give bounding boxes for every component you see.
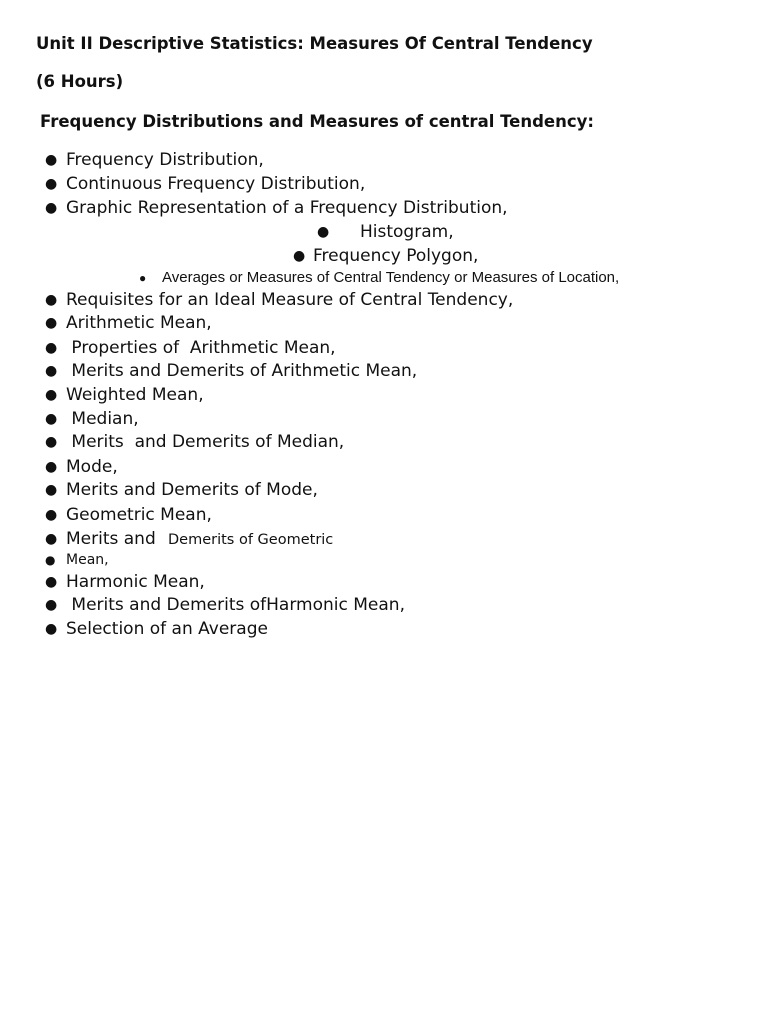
topic-label: Merits and Demerits ofHarmonic Mean, bbox=[66, 595, 405, 615]
bullet-icon: ● bbox=[45, 363, 58, 379]
bullet-icon: ● bbox=[45, 597, 58, 613]
bullet-icon: ● bbox=[139, 271, 147, 285]
topic-label: Graphic Representation of a Frequency Distribution, bbox=[66, 198, 508, 218]
topic-label: Selection of an Average bbox=[66, 619, 268, 639]
topic-label: Arithmetic Mean, bbox=[66, 313, 212, 333]
bullet-icon: ● bbox=[45, 292, 58, 308]
topic-label-continued: Demerits of Geometric bbox=[168, 532, 334, 548]
topic-label: Harmonic Mean, bbox=[66, 572, 205, 592]
topic-label: Merits and bbox=[66, 529, 162, 549]
bullet-icon: ● bbox=[293, 248, 306, 264]
topic-label: Frequency Distribution, bbox=[66, 150, 264, 170]
bullet-icon: ● bbox=[45, 553, 56, 567]
topic-label: Requisites for an Ideal Measure of Central Tendency, bbox=[66, 290, 514, 310]
bullet-icon: ● bbox=[45, 621, 58, 637]
bullet-icon: ● bbox=[45, 176, 58, 192]
topic-label: Mode, bbox=[66, 457, 118, 477]
topic-label: Weighted Mean, bbox=[66, 385, 204, 405]
topic-label: Median, bbox=[66, 409, 139, 429]
bullet-icon: ● bbox=[45, 507, 58, 523]
bullet-icon: ● bbox=[45, 411, 58, 427]
topic-label: Mean, bbox=[66, 552, 109, 568]
unit-title: Unit II Descriptive Statistics: Measures Of Central Tendency bbox=[36, 34, 593, 53]
bullet-icon: ● bbox=[45, 315, 58, 331]
bullet-icon: ● bbox=[45, 531, 58, 547]
bullet-icon: ● bbox=[45, 387, 58, 403]
topic-label: Averages or Measures of Central Tendency or Measures of Location, bbox=[162, 269, 620, 286]
topic-label: Continuous Frequency Distribution, bbox=[66, 174, 366, 194]
topic-label: Merits and Demerits of Arithmetic Mean, bbox=[66, 361, 418, 381]
bullet-icon: ● bbox=[45, 574, 58, 590]
topic-label: Merits and Demerits of Median, bbox=[66, 432, 345, 452]
topic-label: Properties of Arithmetic Mean, bbox=[66, 338, 336, 358]
bullet-icon: ● bbox=[317, 224, 330, 240]
bullet-icon: ● bbox=[45, 340, 58, 356]
section-title: Frequency Distributions and Measures of central Tendency: bbox=[40, 112, 594, 131]
topic-label: Merits and Demerits of Mode, bbox=[66, 480, 318, 500]
bullet-icon: ● bbox=[45, 482, 58, 498]
bullet-icon: ● bbox=[45, 459, 58, 475]
unit-hours: (6 Hours) bbox=[36, 72, 124, 91]
topic-label: Frequency Polygon, bbox=[313, 246, 479, 266]
topic-label: Geometric Mean, bbox=[66, 505, 212, 525]
bullet-icon: ● bbox=[45, 434, 58, 450]
topic-label: Histogram, bbox=[360, 222, 454, 242]
bullet-icon: ● bbox=[45, 152, 58, 168]
bullet-icon: ● bbox=[45, 200, 58, 216]
